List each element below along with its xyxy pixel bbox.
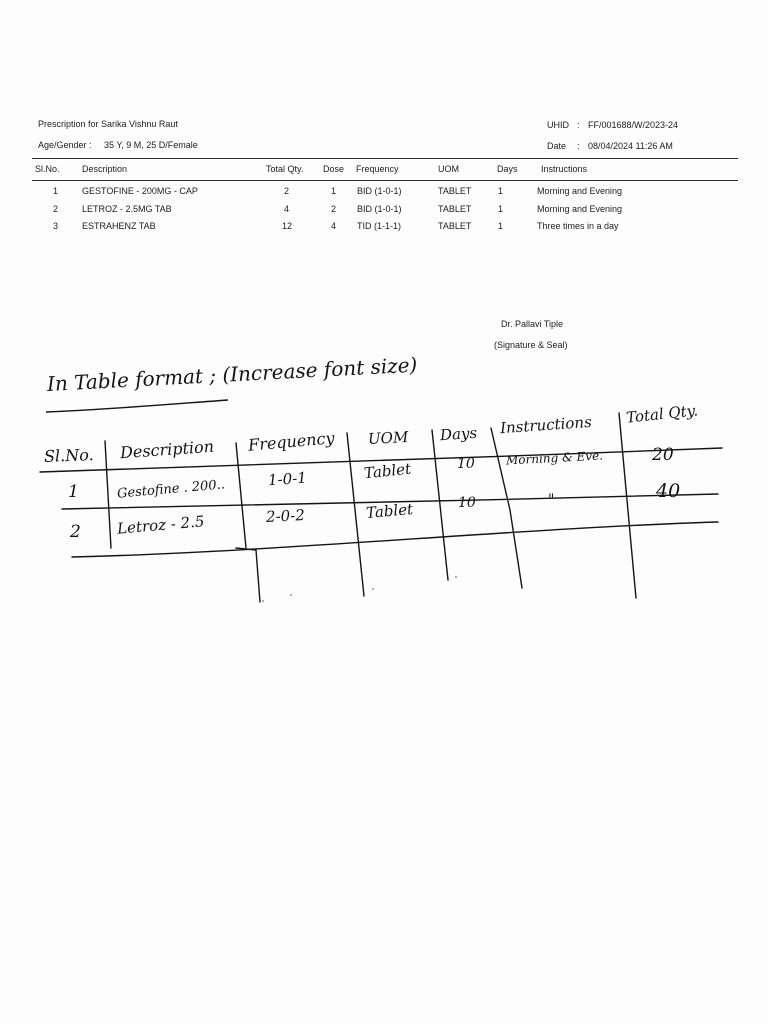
- cell-description: GESTOFINE - 200MG - CAP: [82, 186, 198, 196]
- cell-description: LETROZ - 2.5MG TAB: [82, 204, 172, 214]
- cell-instructions: Three times in a day: [537, 221, 619, 231]
- cell-days: 1: [498, 204, 504, 214]
- hw-cell-slno: 2: [70, 522, 81, 542]
- hw-col-header-frequency: Frequency: [247, 428, 336, 455]
- hw-col-header-description: Description: [119, 436, 215, 463]
- hw-cell-days: 10: [458, 495, 476, 511]
- patient-title: Prescription for Sarika Vishnu Raut: [38, 119, 178, 129]
- hw-col-header-total-qty: Total Qty.: [625, 401, 699, 427]
- hw-cell-description: Gestofine . 200..: [116, 477, 226, 502]
- hw-cell-uom: Tablet: [365, 499, 414, 523]
- cell-dose: 4: [331, 221, 337, 231]
- cell-days: 1: [498, 221, 504, 231]
- col-header-days: Days: [497, 164, 518, 174]
- cell-description: ESTRAHENZ TAB: [82, 221, 156, 231]
- hw-cell-days: 10: [457, 456, 475, 472]
- scan-speck: [455, 576, 457, 578]
- date-label: Date: [547, 141, 567, 151]
- col-header-description: Description: [82, 164, 128, 174]
- age-gender-value: 35 Y, 9 M, 25 D/Female: [104, 140, 198, 150]
- cell-frequency: BID (1-0-1): [357, 204, 402, 214]
- scan-speck: [262, 600, 264, 602]
- hw-col-header-uom: UOM: [367, 427, 409, 449]
- uhid-value: FF/001688/W/2023-24: [588, 120, 679, 130]
- hw-cell-frequency: 1-0-1: [267, 468, 308, 490]
- cell-total-qty: 12: [282, 221, 293, 231]
- uhid-label: UHID: [547, 120, 569, 130]
- col-header-dose: Dose: [323, 164, 345, 174]
- cell-dose: 2: [331, 204, 337, 214]
- hw-col-header-instructions: Instructions: [499, 412, 593, 438]
- hw-cell-slno: 1: [68, 482, 79, 502]
- cell-slno: 2: [53, 204, 59, 214]
- age-gender-label: Age/Gender :: [38, 140, 92, 150]
- cell-slno: 1: [53, 186, 59, 196]
- cell-frequency: BID (1-0-1): [357, 186, 402, 196]
- hw-cell-description: Letroz - 2.5: [116, 512, 206, 538]
- hw-col-header-slno: Sl.No.: [43, 445, 94, 466]
- hw-cell-instructions: Morning & Eve.: [505, 448, 604, 468]
- scan-speck: [290, 594, 292, 596]
- col-header-slno: Sl.No.: [35, 164, 60, 174]
- col-header-instructions: Instructions: [541, 164, 588, 174]
- uhid-sep: :: [577, 120, 580, 130]
- cell-days: 1: [498, 186, 504, 196]
- cell-uom: TABLET: [438, 204, 472, 214]
- col-header-total-qty: Total Qty.: [266, 164, 304, 174]
- date-sep: :: [577, 141, 580, 151]
- hw-cell-total-qty: 40: [656, 480, 681, 502]
- doctor-name: Dr. Pallavi Tiple: [501, 319, 564, 329]
- signature-label: (Signature & Seal): [494, 340, 568, 350]
- scan-speck: [372, 588, 374, 590]
- hw-cell-instructions: ": [548, 492, 555, 508]
- cell-total-qty: 4: [284, 204, 290, 214]
- cell-slno: 3: [53, 221, 59, 231]
- handwritten-instruction: In Table format ; (Increase font size): [46, 352, 418, 396]
- date-value: 08/04/2024 11:26 AM: [588, 141, 673, 151]
- cell-dose: 1: [331, 186, 337, 196]
- col-header-frequency: Frequency: [356, 164, 399, 174]
- col-header-uom: UOM: [438, 164, 459, 174]
- cell-uom: TABLET: [438, 186, 472, 196]
- hw-cell-uom: Tablet: [363, 459, 412, 483]
- cell-frequency: TID (1-1-1): [357, 221, 402, 231]
- cell-uom: TABLET: [438, 221, 472, 231]
- hw-cell-frequency: 2-0-2: [265, 505, 306, 527]
- hw-cell-total-qty: 20: [652, 445, 674, 465]
- hw-col-header-days: Days: [439, 423, 478, 445]
- cell-instructions: Morning and Evening: [537, 186, 623, 196]
- cell-instructions: Morning and Evening: [537, 204, 623, 214]
- cell-total-qty: 2: [284, 186, 290, 196]
